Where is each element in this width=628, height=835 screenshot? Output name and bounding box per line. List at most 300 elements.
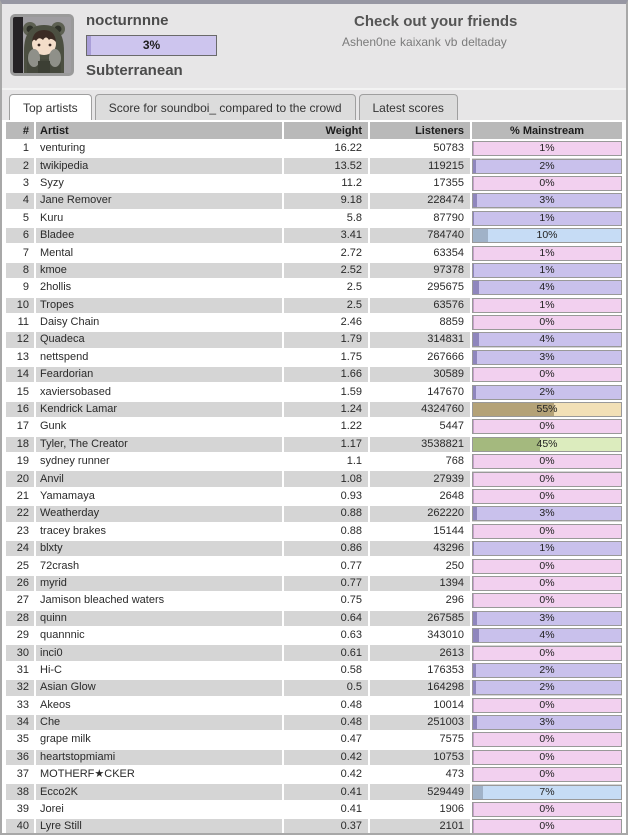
mainstream-cell <box>472 750 622 765</box>
mainstream-bar-label: 4% <box>539 629 555 642</box>
rank-cell: 14 <box>6 367 34 382</box>
artist-name: myrid <box>36 576 282 591</box>
table-row <box>6 211 622 226</box>
artist-name: 72crash <box>40 559 80 572</box>
mainstream-cell <box>472 663 622 678</box>
tab-latest-scores[interactable]: Latest scores <box>359 94 458 120</box>
listeners-cell: 7575 <box>439 733 464 746</box>
mainstream-bar-label: 3% <box>539 350 555 363</box>
rank-cell: 27 <box>16 594 29 607</box>
mainstream-cell <box>472 384 622 399</box>
avatar <box>10 14 74 76</box>
listeners-cell: 30589 <box>370 367 470 382</box>
listeners-cell: 4324760 <box>370 402 470 417</box>
mainstream-bar-label: 45% <box>536 437 558 450</box>
mainstream-bar-label: 0% <box>539 576 555 589</box>
table-row <box>6 524 622 539</box>
artist-name: tracey brakes <box>40 524 107 537</box>
mainstream-bar <box>472 385 622 400</box>
rank-cell: 38 <box>6 784 34 799</box>
artist-name: MOTHERF★CKER <box>40 768 135 781</box>
weight-cell: 5.8 <box>346 211 362 224</box>
table-row <box>6 176 622 191</box>
mainstream-bar-label: 10% <box>536 229 558 242</box>
rank-cell: 10 <box>6 298 34 313</box>
weight-cell: 0.41 <box>284 784 368 799</box>
weight-cell: 1.75 <box>340 350 362 363</box>
mainstream-cell <box>472 541 622 556</box>
tab-top-artists[interactable]: Top artists <box>9 94 92 120</box>
mainstream-bar-label: 3% <box>539 716 555 729</box>
mainstream-bar <box>472 437 622 452</box>
table-row <box>6 437 622 452</box>
rank-cell: 7 <box>22 246 29 259</box>
mainstream-cell <box>472 280 622 295</box>
mainstream-cell <box>472 558 622 573</box>
artist-name: Kuru <box>40 211 64 224</box>
listeners-cell: 3538821 <box>370 437 470 452</box>
weight-cell: 2.46 <box>340 316 362 329</box>
mainstream-bar-label: 3% <box>539 611 555 624</box>
listeners-cell: 97378 <box>370 263 470 278</box>
mainstream-cell <box>472 367 622 382</box>
mainstream-bar <box>472 350 622 365</box>
rank-cell: 29 <box>16 629 29 642</box>
mainstream-bar-label: 0% <box>539 646 555 659</box>
table-row <box>6 767 622 782</box>
weight-cell: 13.52 <box>284 158 368 173</box>
mainstream-bar <box>472 298 622 313</box>
mainstream-bar <box>472 228 622 243</box>
mainstream-bar <box>472 280 622 295</box>
weight-cell: 1.79 <box>284 332 368 347</box>
mainstream-cell <box>472 819 622 834</box>
top-artists-panel <box>2 120 626 835</box>
mainstream-bar-label: 0% <box>539 524 555 537</box>
mainstream-bar <box>472 472 622 487</box>
rank-cell: 5 <box>22 211 29 224</box>
weight-cell: 1.08 <box>284 471 368 486</box>
listeners-cell: 164298 <box>370 680 470 695</box>
mainstream-bar-label: 0% <box>539 803 555 816</box>
artist-name: Jamison bleached waters <box>40 594 165 607</box>
rank-cell: 20 <box>6 471 34 486</box>
mainstream-bar-label: 1% <box>539 542 555 555</box>
mainstream-bar <box>472 819 622 834</box>
mainstream-cell <box>472 715 622 730</box>
profile-header <box>2 4 626 90</box>
listeners-cell: 296 <box>445 594 464 607</box>
mainstream-bar <box>472 732 622 747</box>
rank-cell: 15 <box>16 385 29 398</box>
table-row <box>6 419 622 434</box>
mainstream-bar-label: 3% <box>539 194 555 207</box>
mainstream-bar <box>472 680 622 695</box>
table-row <box>6 193 622 208</box>
rank-cell: 9 <box>22 281 29 294</box>
rank-cell: 17 <box>16 420 29 433</box>
table-row <box>6 593 622 608</box>
mainstream-cell <box>472 402 622 417</box>
column-header-weight: Weight <box>284 122 368 139</box>
mainstream-cell <box>472 211 622 226</box>
rank-cell: 11 <box>17 316 29 329</box>
mainstream-cell <box>472 298 622 313</box>
listeners-cell: 228474 <box>370 193 470 208</box>
table-row <box>6 454 622 469</box>
listeners-cell: 10753 <box>370 750 470 765</box>
mainstream-bar <box>472 454 622 469</box>
listeners-cell: 63354 <box>433 246 464 259</box>
artist-name: quannnic <box>40 629 85 642</box>
weight-cell: 1.24 <box>284 402 368 417</box>
mainstream-cell <box>472 489 622 504</box>
mainstream-bar-label: 0% <box>539 698 555 711</box>
weight-cell: 2.5 <box>346 281 362 294</box>
table-row <box>6 558 622 573</box>
mainstream-bar <box>472 802 622 817</box>
mainstream-bar <box>472 576 622 591</box>
weight-cell: 1.66 <box>284 367 368 382</box>
artist-name: Mental <box>40 246 74 259</box>
mainstream-cell <box>472 228 622 243</box>
artist-name: Jane Remover <box>36 193 282 208</box>
mainstream-bar-label: 2% <box>539 663 555 676</box>
listeners-cell: 1906 <box>439 803 464 816</box>
table-row <box>6 663 622 678</box>
avatar-image <box>13 17 71 73</box>
friends-list <box>342 35 517 49</box>
mainstream-cell <box>472 263 622 278</box>
mainstream-cell <box>472 524 622 539</box>
weight-cell: 0.63 <box>340 629 362 642</box>
weight-cell: 0.88 <box>340 524 362 537</box>
mainstream-bar-label: 1% <box>539 246 555 259</box>
rank-cell: 30 <box>6 645 34 660</box>
weight-cell: 0.93 <box>340 490 362 502</box>
weight-cell: 0.61 <box>284 645 368 660</box>
weight-cell: 0.5 <box>284 680 368 695</box>
rank-cell: 25 <box>16 559 29 572</box>
weight-cell: 1.17 <box>284 437 368 452</box>
username: nocturnnne <box>86 12 169 29</box>
tab-score-compared[interactable]: Score for soundboi_ compared to the crowd <box>95 94 356 120</box>
weight-cell: 1.22 <box>340 420 362 433</box>
mainstream-bar-label: 7% <box>539 785 555 798</box>
table-row <box>6 628 622 643</box>
listeners-cell: 50783 <box>433 142 464 155</box>
friend-link[interactable]: Ashen0ne <box>342 35 397 49</box>
artist-name: Tyler, The Creator <box>36 437 282 452</box>
table-row <box>6 367 622 382</box>
weight-cell: 0.48 <box>284 715 368 730</box>
listeners-cell: 2101 <box>370 819 470 834</box>
mainstream-cell <box>472 784 622 799</box>
mainstream-bar <box>472 176 622 191</box>
weight-cell: 0.86 <box>284 541 368 556</box>
mainstream-bar <box>472 767 622 782</box>
artist-name: Bladee <box>36 228 282 243</box>
artist-name: Tropes <box>36 298 282 313</box>
artist-name: Kendrick Lamar <box>36 402 282 417</box>
weight-cell: 3.41 <box>284 228 368 243</box>
table-row <box>6 541 622 556</box>
weight-cell: 0.75 <box>340 594 362 607</box>
weight-cell: 0.48 <box>340 698 362 711</box>
artist-name: Feardorian <box>36 367 282 382</box>
artist-name: Weatherday <box>36 506 282 521</box>
listeners-cell: 2648 <box>439 490 464 502</box>
artist-name: Anvil <box>36 471 282 486</box>
mainstream-bar-label: 0% <box>539 455 555 468</box>
weight-cell: 0.37 <box>284 819 368 834</box>
rank-cell: 34 <box>6 715 34 730</box>
table-row <box>6 680 622 695</box>
mainstream-cell <box>472 245 622 260</box>
table-row <box>6 263 622 278</box>
mainstream-score-bar <box>86 35 217 56</box>
mainstream-bar <box>472 367 622 382</box>
table-row <box>6 228 622 243</box>
mainstream-bar <box>472 506 622 521</box>
artist-name: inci0 <box>36 645 282 660</box>
artist-name: Jorei <box>40 803 64 816</box>
mainstream-bar <box>472 246 622 261</box>
table-row <box>6 576 622 591</box>
artist-name: Akeos <box>40 698 71 711</box>
mainstream-bar <box>472 611 622 626</box>
table-row <box>6 315 622 330</box>
rank-cell: 8 <box>6 263 34 278</box>
mainstream-bar-label: 1% <box>539 263 555 276</box>
mainstream-cell <box>472 802 622 817</box>
table-row <box>6 802 622 817</box>
weight-cell: 2.72 <box>340 246 362 259</box>
table-row <box>6 471 622 486</box>
listeners-cell: 267585 <box>370 611 470 626</box>
artist-name: 2hollis <box>40 281 72 294</box>
artist-name: Syzy <box>40 176 64 189</box>
mainstream-bar <box>472 211 622 226</box>
column-header-artist: Artist <box>36 122 282 139</box>
mainstream-bar-label: 3% <box>539 507 555 520</box>
mainstream-bar-label: 0% <box>539 176 555 189</box>
rank-cell: 12 <box>6 332 34 347</box>
artist-name: sydney runner <box>40 455 110 468</box>
table-row <box>6 141 622 156</box>
friends-panel <box>342 13 517 49</box>
weight-cell: 1.1 <box>346 455 362 468</box>
column-header-listeners: Listeners <box>370 122 470 139</box>
mainstream-cell <box>472 176 622 191</box>
mainstream-bar-label: 4% <box>539 281 555 294</box>
table-row <box>6 506 622 521</box>
table-row <box>6 715 622 730</box>
mainstream-bar <box>472 402 622 417</box>
artist-name: Ecco2K <box>36 784 282 799</box>
listeners-cell: 119215 <box>370 158 470 173</box>
artist-name: grape milk <box>40 733 91 746</box>
weight-cell: 0.88 <box>284 506 368 521</box>
artist-name: quinn <box>36 611 282 626</box>
rank-cell: 40 <box>6 819 34 834</box>
table-row <box>6 698 622 713</box>
table-row <box>6 402 622 417</box>
rank-cell: 18 <box>6 437 34 452</box>
mainstream-cell <box>472 698 622 713</box>
listeners-cell: 8859 <box>439 316 464 329</box>
listeners-cell: 343010 <box>427 629 464 642</box>
rank-cell: 33 <box>16 698 29 711</box>
artist-name: Lyre Still <box>36 819 282 834</box>
mainstream-bar-label: 2% <box>539 681 555 694</box>
weight-cell: 0.47 <box>340 733 362 746</box>
table-row <box>6 384 622 399</box>
artist-name: xaviersobased <box>40 385 111 398</box>
friend-link[interactable]: kaixank <box>400 35 441 49</box>
weight-cell: 0.42 <box>284 750 368 765</box>
rank-cell: 36 <box>6 750 34 765</box>
mainstream-cell <box>472 471 622 486</box>
mainstream-bar <box>472 593 622 608</box>
table-row <box>6 645 622 660</box>
rank-cell: 21 <box>16 490 29 502</box>
score-title: Subterranean <box>86 62 183 79</box>
artist-name: venturing <box>40 142 86 155</box>
artist-name: Hi-C <box>40 663 62 676</box>
mainstream-bar <box>472 141 622 156</box>
mainstream-bar <box>472 541 622 556</box>
rank-cell: 32 <box>6 680 34 695</box>
mainstream-bar-label: 0% <box>539 820 555 833</box>
column-header-mainstream: % Mainstream <box>472 122 622 139</box>
weight-cell: 11.2 <box>341 176 362 189</box>
rank-cell: 28 <box>6 611 34 626</box>
tab-bar <box>2 90 626 120</box>
table-row <box>6 298 622 313</box>
listeners-cell: 529449 <box>370 784 470 799</box>
table-row <box>6 784 622 799</box>
mainstream-cell <box>472 732 622 747</box>
mainstream-cell <box>472 767 622 782</box>
rank-cell: 24 <box>6 541 34 556</box>
rank-cell: 19 <box>16 455 29 468</box>
mainstream-bar-label: 0% <box>539 316 555 329</box>
listeners-cell: 1394 <box>370 576 470 591</box>
friends-title: Check out your friends <box>354 13 518 30</box>
listeners-cell: 147670 <box>427 385 464 398</box>
listeners-cell: 262220 <box>370 506 470 521</box>
weight-cell: 2.5 <box>284 298 368 313</box>
weight-cell: 2.52 <box>284 263 368 278</box>
mainstream-bar <box>472 785 622 800</box>
mainstream-bar-label: 1% <box>539 298 555 311</box>
listeners-cell: 250 <box>445 559 464 572</box>
rank-cell: 1 <box>22 142 29 155</box>
column-header-rank: # <box>6 122 34 139</box>
weight-cell: 0.58 <box>340 663 362 676</box>
mainstream-bar-label: 0% <box>539 594 555 607</box>
weight-cell: 0.64 <box>284 611 368 626</box>
listeners-cell: 10014 <box>433 698 464 711</box>
mainstream-bar <box>472 750 622 765</box>
mainstream-bar-label: 0% <box>539 768 555 781</box>
rank-cell: 37 <box>16 768 29 781</box>
listeners-cell: 27939 <box>370 471 470 486</box>
artist-name: kmoe <box>36 263 282 278</box>
mainstream-cell <box>472 576 622 591</box>
listeners-cell: 2613 <box>370 645 470 660</box>
artists-table <box>4 120 624 835</box>
table-row <box>6 750 622 765</box>
mainstream-bar <box>472 628 622 643</box>
rank-cell: 16 <box>6 402 34 417</box>
artist-name: heartstopmiami <box>36 750 282 765</box>
mainstream-bar <box>472 489 622 504</box>
mainstream-bar-label: 0% <box>539 472 555 485</box>
mainstream-cell <box>472 611 622 626</box>
mainstream-cell <box>472 506 622 521</box>
artist-name: Che <box>36 715 282 730</box>
mainstream-cell <box>472 141 622 156</box>
friend-link[interactable]: vb <box>444 35 458 49</box>
mainstream-bar <box>472 193 622 208</box>
mainstream-bar <box>472 263 622 278</box>
weight-cell: 1.59 <box>340 385 362 398</box>
mainstream-cell <box>472 454 622 469</box>
mainstream-bar-label: 55% <box>536 403 558 416</box>
rank-cell: 13 <box>16 350 29 363</box>
friend-link[interactable]: deltaday <box>461 35 507 49</box>
mainstream-cell <box>472 193 622 208</box>
mainstream-bar-label: 0% <box>539 368 555 381</box>
mainstream-cell <box>472 593 622 608</box>
table-row <box>6 611 622 626</box>
rank-cell: 6 <box>6 228 34 243</box>
listeners-cell: 43296 <box>370 541 470 556</box>
table-row <box>6 819 622 834</box>
table-row <box>6 489 622 504</box>
mainstream-bar <box>472 315 622 330</box>
table-row <box>6 158 622 173</box>
weight-cell: 16.22 <box>334 142 362 155</box>
mainstream-cell <box>472 437 622 452</box>
listeners-cell: 5447 <box>439 420 464 433</box>
mainstream-bar-label: 1% <box>539 211 555 224</box>
listeners-cell: 63576 <box>370 298 470 313</box>
rank-cell: 2 <box>6 158 34 173</box>
weight-cell: 0.42 <box>340 768 362 781</box>
mainstream-bar <box>472 715 622 730</box>
artist-name: nettspend <box>40 350 89 363</box>
mainstream-bar <box>472 524 622 539</box>
table-row <box>6 332 622 347</box>
mainstream-bar <box>472 332 622 347</box>
weight-cell: 0.77 <box>284 576 368 591</box>
rank-cell: 26 <box>6 576 34 591</box>
rank-cell: 23 <box>16 524 29 537</box>
listeners-cell: 87790 <box>433 211 464 224</box>
table-row <box>6 245 622 260</box>
mainstream-cell <box>472 628 622 643</box>
mainstream-bar <box>472 646 622 661</box>
mainstream-bar-label: 0% <box>539 733 555 746</box>
mainstream-bar-label: 2% <box>539 385 555 398</box>
table-row <box>6 350 622 365</box>
rank-cell: 4 <box>6 193 34 208</box>
weight-cell: 0.77 <box>340 559 362 572</box>
mainstream-cell <box>472 332 622 347</box>
